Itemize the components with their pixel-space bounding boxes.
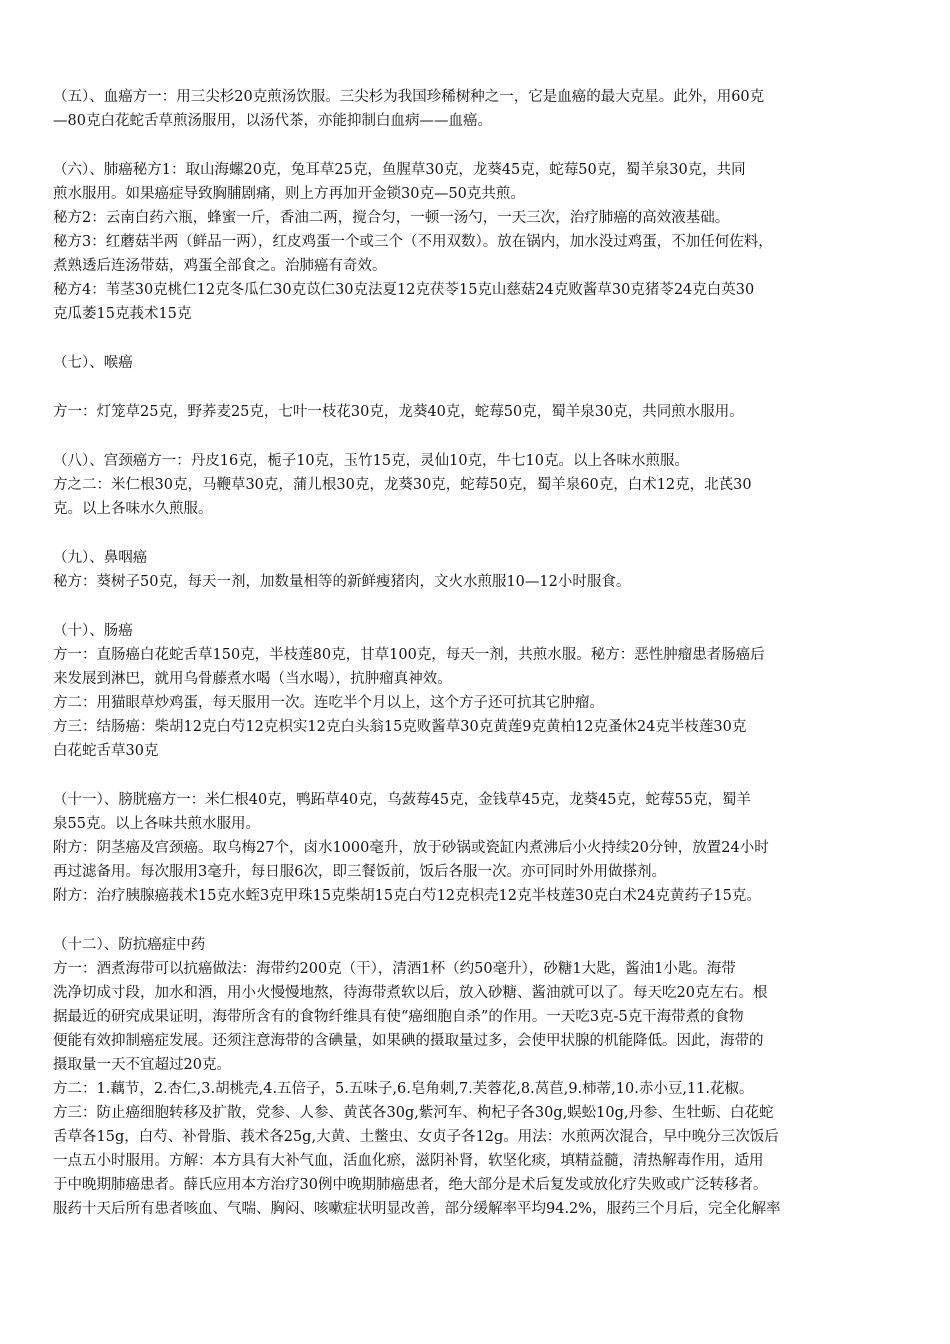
text-line: 一点五小时服用。方解：本方具有大补气血，活血化瘀，滋阴补肾，软坚化痰，填精益髓，清热解毒作用，适用: [53, 1153, 764, 1169]
text-line: （六）、肺癌秘方1：取山海螺20克，兔耳草25克，鱼腥草30克，龙葵45克，蛇莓50克，蜀羊泉30克，共同: [53, 162, 746, 178]
text-line: （八）、宫颈癌方一：丹皮16克，栀子10克，玉竹15克，灵仙10克，牛七10克。以上各味水煎服。: [53, 453, 689, 469]
text-line: 克瓜萎15克莪术15克: [53, 306, 192, 322]
text-line: 服药十天后所有患者咳血、气喘、胸闷、咳嗽症状明显改善，部分缓解率平均94.2%，服药三个月后，完全化解率: [53, 1201, 781, 1217]
text-line: 于中晚期肺癌患者。薛氏应用本方治疗30例中晚期肺癌患者，绝大部分是术后复发或放化疗失败或广泛转移者。: [53, 1177, 768, 1193]
text-line: 方二：用猫眼草炒鸡蛋，每天服用一次。连吃半个月以上，这个方子还可抗其它肿瘤。: [53, 695, 604, 711]
text-line: 摄取量一天不宜超过20克。: [53, 1057, 231, 1073]
section-heading: （九）、鼻咽癌: [53, 550, 148, 566]
text-line: 方二：1.藕节，2.杏仁,3.胡桃壳,4.五倍子，5.五味子,6.皂角刺,7.芙蓉花,8.莴苣,9.柿蒂,10.赤小豆,11.花椒。: [53, 1081, 754, 1097]
text-line: 煮熟透后连汤带菇，鸡蛋全部食之。治肺癌有奇效。: [53, 258, 387, 274]
text-line: 方一：直肠癌白花蛇舌草150克，半枝莲80克，甘草100克，每天一剂，共煎水服。秘方：恶性肿瘤患者肠癌后: [53, 647, 765, 663]
text-line: 据最近的研究成果证明，海带所含有的食物纤维具有使“癌细胞自杀”的作用。一天吃3克-5克干海带煮的食物: [53, 1009, 744, 1025]
text-line: 方三：结肠癌：柴胡12克白芍12克枳实12克白头翁15克败酱草30克黄莲9克黄柏12克蚤休24克半枝莲30克: [53, 719, 747, 735]
text-line: 附方：治疗胰腺癌莪术15克水蛭3克甲珠15克柴胡15克白芍12克枳壳12克半枝莲30克白术24克黄药子15克。: [53, 888, 761, 904]
text-line: 再过滤备用。每次服用3毫升，每日服6次，即三餐饭前，饭后各服一次。亦可同时外用做搽剂。: [53, 864, 666, 880]
text-line: 洗净切成寸段，加水和酒，用小火慢慢地熬，待海带煮软以后，放入砂糖、酱油就可以了。每天吃20克左右。根: [53, 985, 768, 1001]
text-line: 秘方3：红蘑菇半两（鲜品一两），红皮鸡蛋一个或三个（不用双数）。放在锅内，加水没过鸡蛋，不加任何佐料，: [53, 234, 773, 250]
text-line: 舌草各15g，白芍、补骨脂、莪术各25g,大黄、土鳖虫、女贞子各12g。用法：水煎两次混合，早中晚分三次饭后: [53, 1129, 779, 1145]
text-line: —80克白花蛇舌草煎汤服用，以汤代茶，亦能抑制白血病——血癌。: [53, 113, 492, 129]
text-line: 克。以上各味水久煎服。: [53, 501, 213, 517]
section-heading: （十）、肠癌: [53, 623, 133, 639]
text-line: 方之二：米仁根30克，马鞭草30克，蒲儿根30克，龙葵30克，蛇莓50克，蜀羊泉60克，白术12克，北芪30: [53, 477, 752, 493]
section-heading: （七）、喉癌: [53, 355, 133, 371]
text-line: （十一）、膀胱癌方一：米仁根40克，鸭跖草40克，乌蔹莓45克，金钱草45克，龙葵45克，蛇莓55克，蜀羊: [53, 792, 751, 808]
text-line: 白花蛇舌草30克: [53, 743, 159, 759]
text-line: 方三：防止癌细胞转移及扩散，党参、人参、黄芪各30g,紫河车、枸杞子各30g,蜈蚣10g,丹参、生牡蛎、白花蛇: [53, 1105, 774, 1121]
text-line: 方一：灯笼草25克，野荞麦25克，七叶一枝花30克，龙葵40克，蛇莓50克，蜀羊泉30克，共同煎水服用。: [53, 404, 744, 420]
text-line: 便能有效抑制癌症发展。还须注意海带的含碘量，如果碘的摄取量过多，会使甲状腺的机能降低。因此，海带的: [53, 1033, 764, 1049]
section-heading: （十二）、防抗癌症中药: [53, 937, 206, 953]
text-line: 煎水服用。如果癌症导致胸脯剧痛，则上方再加开金锁30克—50克共煎。: [53, 186, 525, 202]
text-line: 秘方4：苇茎30克桃仁12克冬瓜仁30克苡仁30克法夏12克茯苓15克山慈菇24克败酱草30克猪苓24克白英30: [53, 282, 755, 298]
text-line: 方一：酒煮海带可以抗癌做法：海带约200克（干），清酒1杯（约50毫升），砂糖1大匙，酱油1小匙。海带: [53, 961, 736, 977]
text-line: 来发展到淋巴，就用乌骨藤煮水喝（当水喝），抗肿瘤真神效。: [53, 671, 452, 687]
text-line: （五）、血癌方一：用三尖杉20克煎汤饮服。三尖杉为我国珍稀树种之一，它是血癌的最大克星。此外，用60克: [53, 89, 765, 105]
text-line: 秘方：葵树子50克，每天一剂，加数量相等的新鲜瘦猪肉，文火水煎服10—12小时服食。: [53, 574, 631, 590]
text-line: 秘方2：云南白药六瓶，蜂蜜一斤，香油二两，搅合匀，一顿一汤勺，一天三次，治疗肺癌的高效液基础。: [53, 210, 730, 226]
text-line: 附方：阴茎癌及宫颈癌。取乌梅27个，卤水1000毫升，放于砂锅或瓷缸内煮沸后小火持续20分钟，放置24小时: [53, 840, 769, 856]
text-line: 泉55克。以上各味共煎水服用。: [53, 816, 260, 832]
